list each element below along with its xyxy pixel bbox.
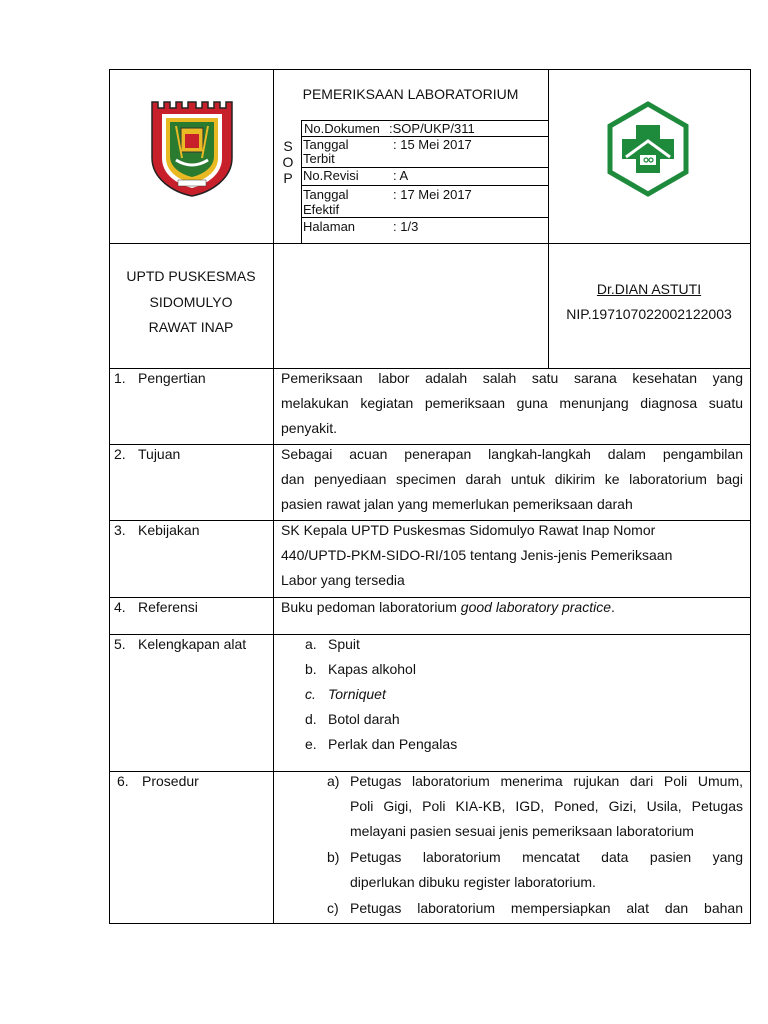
org-name-line-1: UPTD PUSKESMAS [126,268,256,284]
list-item: Kapas alkohol [328,661,416,677]
kebijakan-line-2: 440/UPTD-PKM-SIDO-RI/105 tentang Jenis-jenis Pemeriksaan [281,547,673,563]
section-label-referensi: Referensi [138,599,198,615]
field-label-halaman: Halaman [303,219,356,234]
list-item: Botol darah [328,711,400,727]
document-title: PEMERIKSAAN LABORATORIUM [302,86,519,102]
section-label-tujuan: Tujuan [138,446,181,462]
signer-nip: NIP.197107022002122003 [566,306,732,322]
tujuan-line-1: Sebagai acuan penerapan langkah-langkah dalam pengambilan [281,446,743,462]
field-label-no-revisi: No.Revisi [303,168,359,183]
pengertian-line-2: melakukan kegiatan pemeriksaan guna menunjang diagnosa suatu [281,395,743,411]
field-value-tanggal-terbit: : 15 Mei 2017 [393,137,472,152]
referensi-text: Buku pedoman laboratorium good laboratory practice. [281,599,615,615]
field-value-tanggal-efektif: : 17 Mei 2017 [393,187,472,202]
prosedur-a-line-2: Poli Gigi, Poli KIA-KB, IGD, Poned, Gizi, Usila, Petugas [350,798,743,814]
regional-emblem-logo [148,98,236,198]
signer-name: Dr.DIAN ASTUTI [596,281,702,297]
section-number: 1. [114,370,126,386]
section-label-prosedur: Prosedur [142,773,199,789]
prosedur-a-line-3: melayani pasien sesuai jenis pemeriksaan laboratorium [350,823,694,839]
field-label-tanggal-efektif-2: Efektif [303,202,340,217]
field-label-tanggal-terbit-1: Tanggal [303,137,349,152]
prosedur-a-line-1: Petugas laboratorium menerima rujukan dari Poli Umum, [350,773,743,789]
sop-letter-s: S [283,138,293,154]
list-item: Spuit [328,636,360,652]
section-label-pengertian: Pengertian [138,370,206,386]
list-item: Torniquet [328,686,386,702]
pengertian-line-1: Pemeriksaan labor adalah salah satu sarana kesehatan yang [281,370,743,386]
field-label-no-dokumen: No.Dokumen [304,121,380,136]
sop-letter-o: O [282,154,294,170]
org-name-line-2: SIDOMULYO [149,294,233,310]
section-label-kelengkapan-alat: Kelengkapan alat [138,636,247,652]
org-name-line-3: RAWAT INAP [148,319,234,335]
list-marker: c) [327,900,339,916]
kebijakan-line-1: SK Kepala UPTD Puskesmas Sidomulyo Rawat Inap Nomor [281,522,656,538]
section-number: 2. [114,446,126,462]
pengertian-line-3: penyakit. [281,420,338,436]
field-value-no-dokumen: :SOP/UKP/311 [389,121,475,136]
section-number: 5. [114,636,126,652]
field-value-halaman: : 1/3 [393,219,419,234]
section-label-kebijakan: Kebijakan [138,522,200,538]
section-number: 6. [117,773,129,789]
field-label-tanggal-efektif-1: Tanggal [303,187,349,202]
field-label-tanggal-terbit-2: Terbit [303,151,335,166]
list-marker: b) [327,849,340,865]
prosedur-b-line-1: Petugas laboratorium mencatat data pasien yang [350,849,743,865]
tujuan-line-2: dan penyediaan specimen darah untuk dikirim ke laboratorium bagi [281,471,743,487]
tujuan-line-3: pasien rawat jalan yang memerlukan pemeriksaan darah [281,496,633,512]
list-marker: a. [305,636,317,652]
list-marker: c. [305,686,316,702]
list-item: Perlak dan Pengalas [328,736,458,752]
list-marker: a) [327,773,340,789]
sop-letter-p: P [283,170,293,186]
list-marker: b. [305,661,317,677]
list-marker: d. [305,711,317,727]
list-marker: e. [305,736,317,752]
puskesmas-cross-logo [606,101,690,197]
section-number: 3. [114,522,126,538]
field-value-no-revisi: : A [393,168,409,183]
kebijakan-line-3: Labor yang tersedia [281,572,405,588]
prosedur-c-line-1: Petugas laboratorium mempersiapkan alat dan bahan [350,900,743,916]
prosedur-b-line-2: diperlukan dibuku register laboratorium. [350,874,596,890]
section-number: 4. [114,599,126,615]
